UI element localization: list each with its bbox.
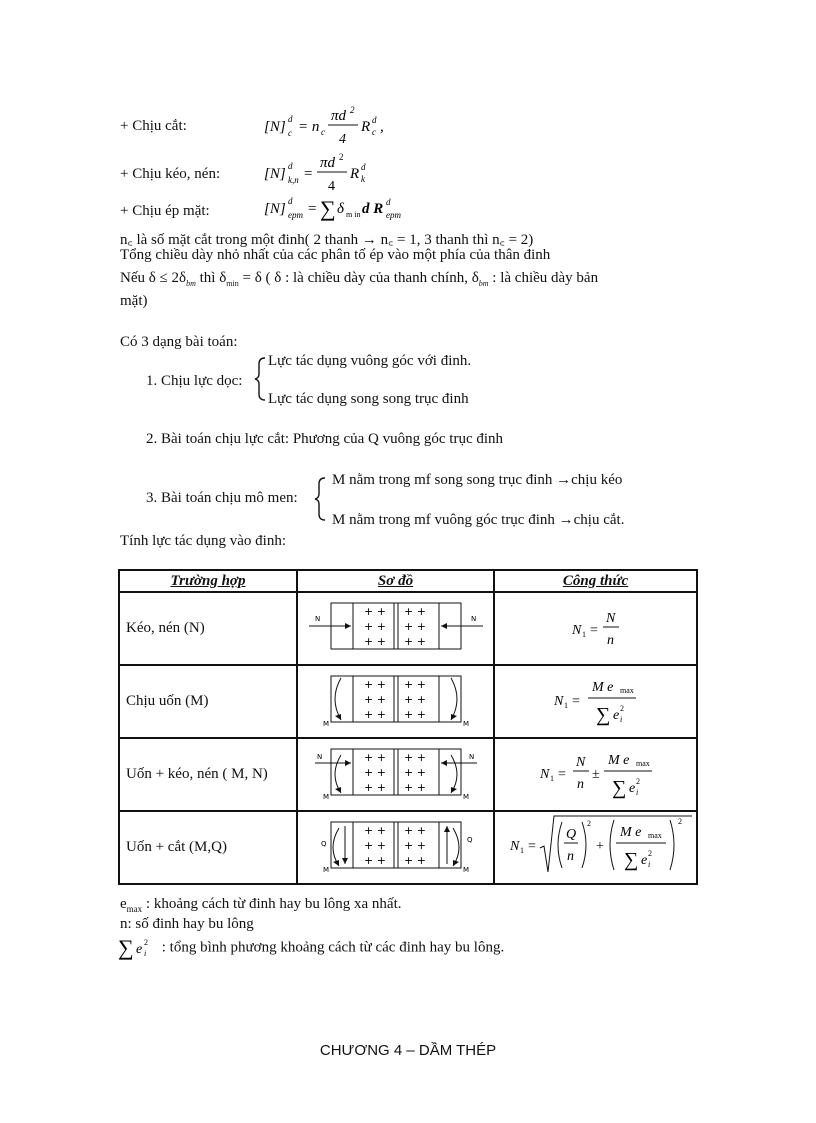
bending-diagram <box>301 666 491 732</box>
bearing-formula-svg <box>262 195 432 225</box>
svg-text:M: M <box>322 720 329 728</box>
svg-text:c: c <box>372 127 376 137</box>
svg-text:N: N <box>316 753 322 761</box>
table-row <box>119 592 697 665</box>
svg-text:∑: ∑ <box>118 935 134 960</box>
table-row <box>119 665 697 738</box>
svg-text:2: 2 <box>586 819 591 828</box>
bearing-label: + Chịu ép mặt: <box>120 203 210 219</box>
tension-formula <box>262 151 412 200</box>
n-label: N <box>470 615 476 623</box>
svg-text:4: 4 <box>339 132 346 147</box>
svg-text:1: 1 <box>563 701 568 710</box>
svg-text:+ +: + + <box>363 620 386 633</box>
svg-text:∑: ∑ <box>320 196 336 221</box>
table-header-row <box>119 570 697 592</box>
emax-note <box>120 896 402 914</box>
svg-text:i: i <box>619 715 622 724</box>
n-note: n: số đinh hay bu lông <box>120 916 254 932</box>
sum-note <box>118 935 504 961</box>
svg-text:N: N <box>509 839 519 854</box>
condition-part-f: bm <box>478 279 489 288</box>
table-row <box>119 738 697 811</box>
svg-text:∑: ∑ <box>623 849 638 871</box>
svg-text:+ +: + + <box>403 824 426 837</box>
svg-text:2: 2 <box>350 105 355 115</box>
emax-text: : khoảng cách từ đinh hay bu lông xa nhất. <box>142 896 402 912</box>
svg-text:d: d <box>288 161 293 171</box>
svg-text:=: = <box>571 694 580 709</box>
diagram-cell <box>297 592 494 665</box>
svg-text:M: M <box>322 866 329 874</box>
svg-text:=: = <box>304 166 313 182</box>
case-cell: Chịu uốn (M) <box>119 665 297 738</box>
svg-text:Q: Q <box>320 840 327 848</box>
svg-text:+ +: + + <box>363 839 386 852</box>
svg-text:n: n <box>606 633 614 648</box>
svg-text:+ +: + + <box>403 708 426 721</box>
svg-text:M e: M e <box>607 753 629 768</box>
svg-text:2: 2 <box>635 777 640 786</box>
tension-diagram <box>301 593 491 659</box>
emax-symbol: e <box>120 896 127 912</box>
svg-text:k: k <box>361 174 365 184</box>
svg-text:+ +: + + <box>403 678 426 691</box>
svg-text:i: i <box>635 788 638 797</box>
header-formula: Công thức <box>494 570 697 592</box>
svg-text:δ: δ <box>337 201 344 217</box>
svg-text:+ +: + + <box>403 605 426 618</box>
svg-text:R: R <box>361 119 371 135</box>
svg-text:=: = <box>308 201 317 217</box>
svg-text:R: R <box>350 166 360 182</box>
problem-1a: Lực tác dụng vuông góc với đinh. <box>268 353 472 369</box>
formula-4 <box>496 812 696 878</box>
svg-text:c: c <box>321 127 325 137</box>
problem-1-label: 1. Chịu lực dọc: <box>146 373 243 389</box>
svg-text:+ +: + + <box>403 635 426 648</box>
svg-text:[N]: [N] <box>264 201 286 217</box>
svg-text:2: 2 <box>339 152 344 162</box>
formula-cell <box>494 738 697 811</box>
svg-text:Q: Q <box>565 827 576 842</box>
svg-text:max: max <box>647 831 662 840</box>
svg-text:N: N <box>539 767 549 782</box>
svg-text:M: M <box>462 720 469 728</box>
svg-text:+ +: + + <box>363 781 386 794</box>
svg-text:n: n <box>576 777 584 792</box>
svg-text:=: = <box>557 767 566 782</box>
case-cell: Uốn + cắt (M,Q) <box>119 811 297 884</box>
svg-text:M e: M e <box>619 825 641 840</box>
sum-text: : tổng bình phương khoảng cách từ các đinh hay bu lông. <box>158 939 505 956</box>
svg-text:+ +: + + <box>403 620 426 633</box>
connection-table <box>118 569 698 885</box>
svg-text:d: d <box>288 196 293 206</box>
svg-text:M: M <box>322 793 329 801</box>
svg-text:max: max <box>619 686 634 695</box>
svg-text:N: N <box>575 755 585 770</box>
svg-text:i: i <box>144 949 147 958</box>
svg-text:2: 2 <box>619 704 624 713</box>
svg-text:+ +: + + <box>363 693 386 706</box>
thickness-note: Tổng chiều dày nhỏ nhất của các phân tố ép vào một phía của thân đinh <box>120 247 551 263</box>
problem-2: 2. Bài toán chịu lực cắt: Phương của Q vuông góc trục đinh <box>146 431 504 447</box>
svg-text:N: N <box>571 623 581 638</box>
condition-line-2: mặt) <box>120 293 148 309</box>
condition-part-g: : là chiều dày bản <box>488 270 599 286</box>
svg-text:N: N <box>553 694 563 709</box>
chapter-footer: CHƯƠNG 4 – DẦM THÉP <box>319 1042 497 1059</box>
sum-symbol-icon <box>118 935 158 961</box>
header-case: Trường hợp <box>119 570 297 592</box>
force-intro: Tính lực tác dụng vào đinh: <box>120 533 287 549</box>
svg-text:e: e <box>136 942 143 957</box>
svg-text:M: M <box>462 866 469 874</box>
formula-3 <box>496 742 696 802</box>
svg-text:[N]: [N] <box>264 119 286 135</box>
svg-text:N: N <box>468 753 474 761</box>
svg-text:+ +: + + <box>363 605 386 618</box>
svg-text:+ +: + + <box>363 751 386 764</box>
svg-text:d: d <box>372 115 377 125</box>
svg-text:Q: Q <box>466 836 473 844</box>
svg-text:N: N <box>605 611 615 626</box>
formula-1 <box>496 596 696 656</box>
bearing-formula <box>262 195 432 230</box>
svg-text:epm: epm <box>288 210 303 220</box>
formula-2 <box>496 669 696 729</box>
tension-label: + Chịu kéo, nén: <box>120 166 221 182</box>
brace-3-icon <box>313 476 329 522</box>
svg-text:+ +: + + <box>403 693 426 706</box>
svg-text:= n: = n <box>298 119 320 135</box>
n-label: N <box>314 615 320 623</box>
bending-shear-diagram <box>301 812 491 878</box>
svg-text:[N]: [N] <box>264 166 286 182</box>
svg-text:+ +: + + <box>363 635 386 648</box>
condition-part-e: = δ ( δ : là chiều dày của thanh chính, δ <box>238 270 479 286</box>
svg-text:+ +: + + <box>363 708 386 721</box>
svg-text:e: e <box>640 853 647 868</box>
svg-text:=: = <box>589 623 598 638</box>
brace-1-icon <box>253 356 269 402</box>
svg-text:+ +: + + <box>403 854 426 867</box>
svg-text:1: 1 <box>549 774 554 783</box>
case-cell: Uốn + kéo, nén ( M, N) <box>119 738 297 811</box>
svg-text:+ +: + + <box>403 751 426 764</box>
condition-part-b: bm <box>186 279 196 288</box>
header-diagram: Sơ đồ <box>297 570 494 592</box>
condition-part-c: thì δ <box>195 270 227 286</box>
svg-text:i: i <box>647 860 650 869</box>
tension-formula-svg <box>262 151 412 195</box>
svg-text:k,n: k,n <box>288 175 299 185</box>
svg-text:M e: M e <box>591 680 613 695</box>
problem-3a: M nằm trong mf song song trục đinh →chịu kéo <box>332 472 623 488</box>
case-cell: Kéo, nén (N) <box>119 592 297 665</box>
svg-text:+ +: + + <box>363 824 386 837</box>
shear-formula-svg <box>262 104 432 148</box>
svg-text:d: d <box>386 197 391 207</box>
svg-text:1: 1 <box>581 630 586 639</box>
svg-text:m in: m in <box>346 210 361 219</box>
svg-text:+ +: + + <box>403 766 426 779</box>
svg-text:+ +: + + <box>403 781 426 794</box>
svg-text:d: d <box>288 114 293 124</box>
svg-text:πd: πd <box>320 155 336 171</box>
svg-text:,: , <box>380 119 384 135</box>
svg-text:+ +: + + <box>363 854 386 867</box>
svg-text:+ +: + + <box>363 678 386 691</box>
problem-3b: M nằm trong mf vuông góc trục đinh →chịu cắt. <box>332 512 625 528</box>
formula-cell <box>494 811 697 884</box>
diagram-cell <box>297 665 494 738</box>
condition-part-d: min <box>226 279 239 288</box>
svg-text:4: 4 <box>328 179 335 194</box>
svg-text:2: 2 <box>647 849 652 858</box>
svg-text:2: 2 <box>144 938 148 947</box>
svg-text:max: max <box>635 759 650 768</box>
nc-note: n꜀ là số mặt cắt trong một đinh( 2 thanh → n꜀ = 1, 3 thanh thì n꜀ = 2) <box>120 232 534 248</box>
emax-subscript: max <box>126 904 143 914</box>
svg-text:M: M <box>462 793 469 801</box>
shear-formula <box>262 104 432 153</box>
svg-text:+ +: + + <box>403 839 426 852</box>
svg-text:=: = <box>527 839 536 854</box>
diagram-cell <box>297 738 494 811</box>
svg-text:∑: ∑ <box>595 704 610 726</box>
problem-3-label: 3. Bài toán chịu mô men: <box>146 490 298 506</box>
problems-intro: Có 3 dạng bài toán: <box>120 334 238 350</box>
svg-text:e: e <box>612 708 619 723</box>
problem-1b: Lực tác dụng song song trục đinh <box>268 391 469 407</box>
svg-text:±: ± <box>591 767 600 782</box>
formula-cell <box>494 665 697 738</box>
svg-text:+: + <box>595 839 604 854</box>
svg-text:e: e <box>628 781 635 796</box>
shear-label: + Chịu cắt: <box>120 118 187 134</box>
svg-text:∑: ∑ <box>611 777 626 799</box>
svg-text:d: d <box>361 162 366 172</box>
condition-part-a: Nếu δ ≤ 2δ <box>120 270 187 286</box>
svg-text:πd: πd <box>331 108 347 124</box>
svg-text:+ +: + + <box>363 766 386 779</box>
svg-text:c: c <box>288 128 292 138</box>
table-row <box>119 811 697 884</box>
bending-tension-diagram <box>301 739 491 805</box>
svg-text:epm: epm <box>386 210 401 220</box>
svg-text:1: 1 <box>519 846 524 855</box>
bolt-grid <box>364 605 426 648</box>
condition-line <box>120 270 598 288</box>
formula-cell <box>494 592 697 665</box>
diagram-cell <box>297 811 494 884</box>
svg-text:d R: d R <box>362 201 384 217</box>
svg-text:2: 2 <box>677 817 682 826</box>
svg-text:n: n <box>566 849 574 864</box>
